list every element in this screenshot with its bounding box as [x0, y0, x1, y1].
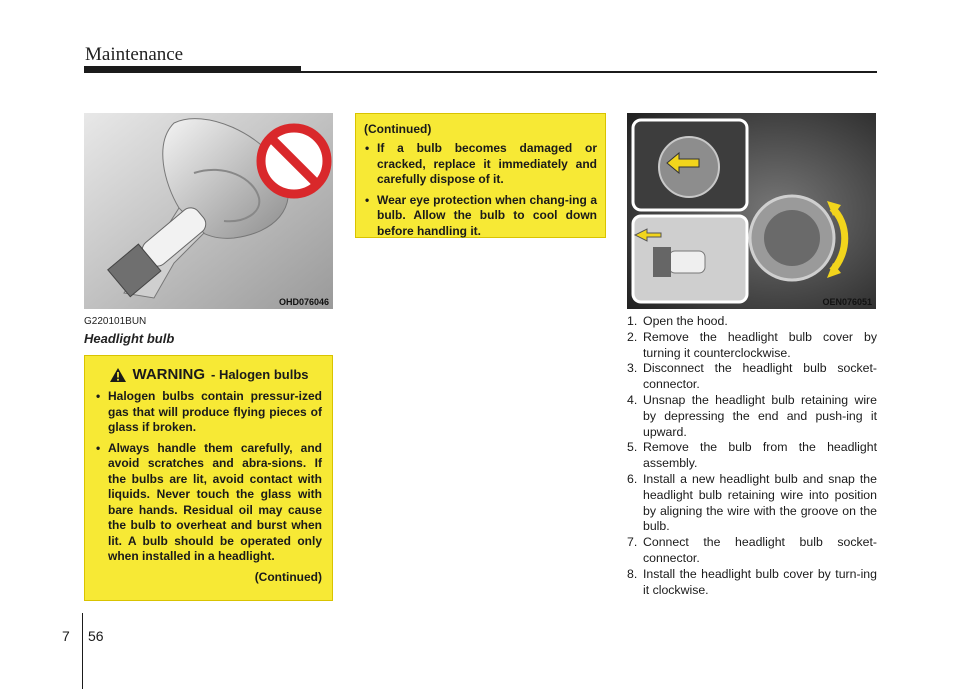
list-item: 7. Connect the headlight bulb socket-connector. [627, 535, 877, 565]
section-code: G220101BUN [84, 316, 147, 327]
figure-code: OEN076051 [822, 297, 872, 307]
continued-warning-box [355, 113, 606, 238]
page-header-title: Maintenance [85, 44, 184, 65]
list-item: • Halogen bulbs contain pressur-ized gas that will produce flying pieces of glass if broken. [95, 389, 322, 436]
list-item: 1. Open the hood. [627, 314, 728, 328]
continued-label: (Continued) [254, 569, 322, 584]
continued-heading: (Continued) [364, 122, 432, 136]
footer-rule [82, 613, 83, 689]
warning-box [84, 355, 333, 601]
chapter-number: 7 [62, 628, 70, 644]
warning-list [95, 389, 322, 565]
bulb-handling-photo [84, 113, 333, 309]
header-rule-thin [301, 71, 877, 73]
list-item: • Always handle them carefully, and avoid scratches and abra-sions. If the bulbs are lit, avoid contact with liquids. Never touch the glass with bare hands. Residual oil may cause the bulb to overheat and burst when lit. A bulb should be operated only when installed in a headlight. [95, 441, 322, 565]
list-item: 6. Install a new headlight bulb and snap the headlight bulb retaining wire into position by aligning the wire with the groove on the bulb. [627, 471, 877, 534]
list-item: • Wear eye protection when chang-ing a bulb. Allow the bulb to cool down before handling it. [364, 193, 597, 240]
warning-triangle-icon [109, 367, 127, 383]
list-item: 3. Disconnect the headlight bulb socket-connector. [627, 361, 877, 392]
header-rule-thick [84, 66, 301, 73]
hand-bulb-illustration [84, 113, 333, 309]
list-item: 8. Install the headlight bulb cover by turn-ing it clockwise. [627, 566, 877, 597]
warning-word: WARNING [132, 366, 205, 383]
continued-list [364, 141, 597, 239]
warning-heading [95, 366, 322, 383]
list-item: 5. Remove the bulb from the headlight assembly. [627, 440, 877, 471]
headlight-assembly-photo [627, 113, 876, 309]
list-item: 4. Unsnap the headlight bulb retaining wire by depressing the end and push-ing it upward. [627, 392, 877, 439]
procedure-steps [627, 314, 877, 598]
headlight-illustration [627, 113, 876, 309]
list-item: • If a bulb becomes damaged or cracked, replace it immediately and carefully dispose of it. [364, 141, 597, 188]
warning-subtitle: - Halogen bulbs [211, 367, 309, 382]
section-title: Headlight bulb [84, 331, 175, 346]
page-number: 56 [88, 628, 104, 644]
list-item: 2. Remove the headlight bulb cover by turning it counterclockwise. [627, 329, 877, 360]
figure-code: OHD076046 [278, 297, 329, 307]
